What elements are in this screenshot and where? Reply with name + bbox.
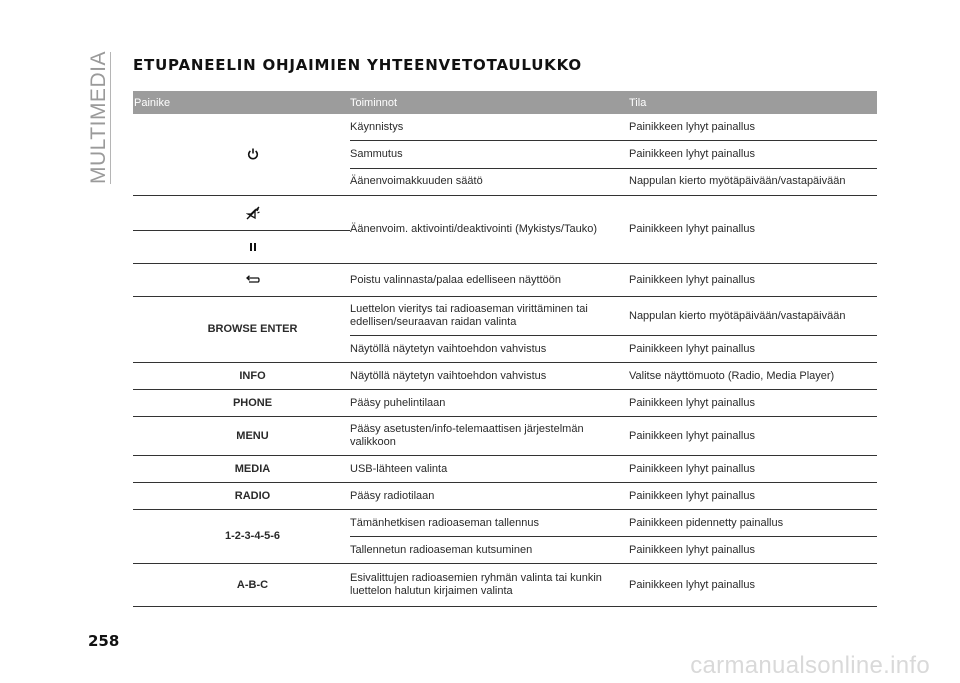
mode-cell: Painikkeen lyhyt painallus	[629, 417, 877, 456]
button-cell-power	[133, 114, 350, 196]
page-title: ETUPANEELIN OHJAIMIEN YHTEENVETOTAULUKKO	[133, 56, 582, 74]
button-cell: 1-2-3-4-5-6	[133, 510, 350, 564]
button-cell-back	[133, 264, 350, 297]
page-number: 258	[88, 632, 120, 650]
table-row	[133, 417, 877, 456]
function-cell: Sammutus	[350, 141, 629, 168]
function-cell: Luettelon vieritys tai radioaseman virittäminen tai edellisen/seuraavan raidan valinta	[350, 297, 629, 336]
table-row	[133, 510, 877, 537]
table-row	[133, 264, 877, 297]
mode-cell: Painikkeen lyhyt painallus	[629, 264, 877, 297]
button-cell-pause	[133, 231, 350, 264]
mode-cell: Painikkeen pidennetty painallus	[629, 510, 877, 537]
mode-cell: Painikkeen lyhyt painallus	[629, 336, 877, 363]
back-icon	[246, 275, 260, 285]
function-cell: USB-lähteen valinta	[350, 456, 629, 483]
table-row	[133, 390, 877, 417]
button-cell: INFO	[133, 363, 350, 390]
function-cell: Pääsy radiotilaan	[350, 483, 629, 510]
function-cell: Esivalittujen radioasemien ryhmän valinta tai kunkin luettelon halutun kirjaimen valinta	[350, 564, 629, 607]
function-cell: Näytöllä näytetyn vaihtoehdon vahvistus	[350, 336, 629, 363]
button-cell: PHONE	[133, 390, 350, 417]
mode-cell: Painikkeen lyhyt painallus	[629, 564, 877, 607]
mode-cell: Painikkeen lyhyt painallus	[629, 196, 877, 264]
table-row	[133, 456, 877, 483]
mode-cell: Painikkeen lyhyt painallus	[629, 456, 877, 483]
function-cell: Näytöllä näytetyn vaihtoehdon vahvistus	[350, 363, 629, 390]
function-cell: Äänenvoim. aktivointi/deaktivointi (Mykistys/Tauko)	[350, 196, 629, 264]
function-cell: Äänenvoimakkuuden säätö	[350, 168, 629, 195]
function-cell: Pääsy asetusten/info-telemaattisen järjestelmän valikkoon	[350, 417, 629, 456]
mode-cell: Painikkeen lyhyt painallus	[629, 537, 877, 564]
table-row	[133, 114, 877, 141]
function-cell: Tallennetun radioaseman kutsuminen	[350, 537, 629, 564]
mode-cell: Painikkeen lyhyt painallus	[629, 483, 877, 510]
function-cell: Pääsy puhelintilaan	[350, 390, 629, 417]
table-row	[133, 363, 877, 390]
mode-cell: Valitse näyttömuoto (Radio, Media Player)	[629, 363, 877, 390]
table-row	[133, 297, 877, 336]
mode-cell: Nappulan kierto myötäpäivään/vastapäivään	[629, 297, 877, 336]
button-cell: A-B-C	[133, 564, 350, 607]
pause-icon	[248, 242, 258, 252]
table-header-row	[133, 91, 877, 114]
table-row	[133, 196, 877, 231]
table-row	[133, 564, 877, 607]
button-cell: MEDIA	[133, 456, 350, 483]
button-cell-mute	[133, 196, 350, 231]
button-cell: RADIO	[133, 483, 350, 510]
mode-cell: Painikkeen lyhyt painallus	[629, 114, 877, 141]
function-cell: Tämänhetkisen radioaseman tallennus	[350, 510, 629, 537]
mode-cell: Painikkeen lyhyt painallus	[629, 141, 877, 168]
header-functions: Toiminnot	[350, 91, 629, 114]
header-mode: Tila	[629, 91, 877, 114]
mode-cell: Painikkeen lyhyt painallus	[629, 390, 877, 417]
section-divider	[110, 52, 111, 184]
table-row	[133, 483, 877, 510]
power-icon	[247, 148, 259, 160]
button-cell: BROWSE ENTER	[133, 297, 350, 363]
function-cell: Poistu valinnasta/palaa edelliseen näyttöön	[350, 264, 629, 297]
function-cell: Käynnistys	[350, 114, 629, 141]
section-label: MULTIMEDIA	[87, 51, 110, 184]
header-button: Painike	[133, 91, 350, 114]
mute-icon	[246, 206, 260, 220]
mode-cell: Nappulan kierto myötäpäivään/vastapäivään	[629, 168, 877, 195]
watermark: carmanualsonline.info	[690, 652, 930, 679]
button-cell: MENU	[133, 417, 350, 456]
controls-table	[133, 91, 877, 607]
